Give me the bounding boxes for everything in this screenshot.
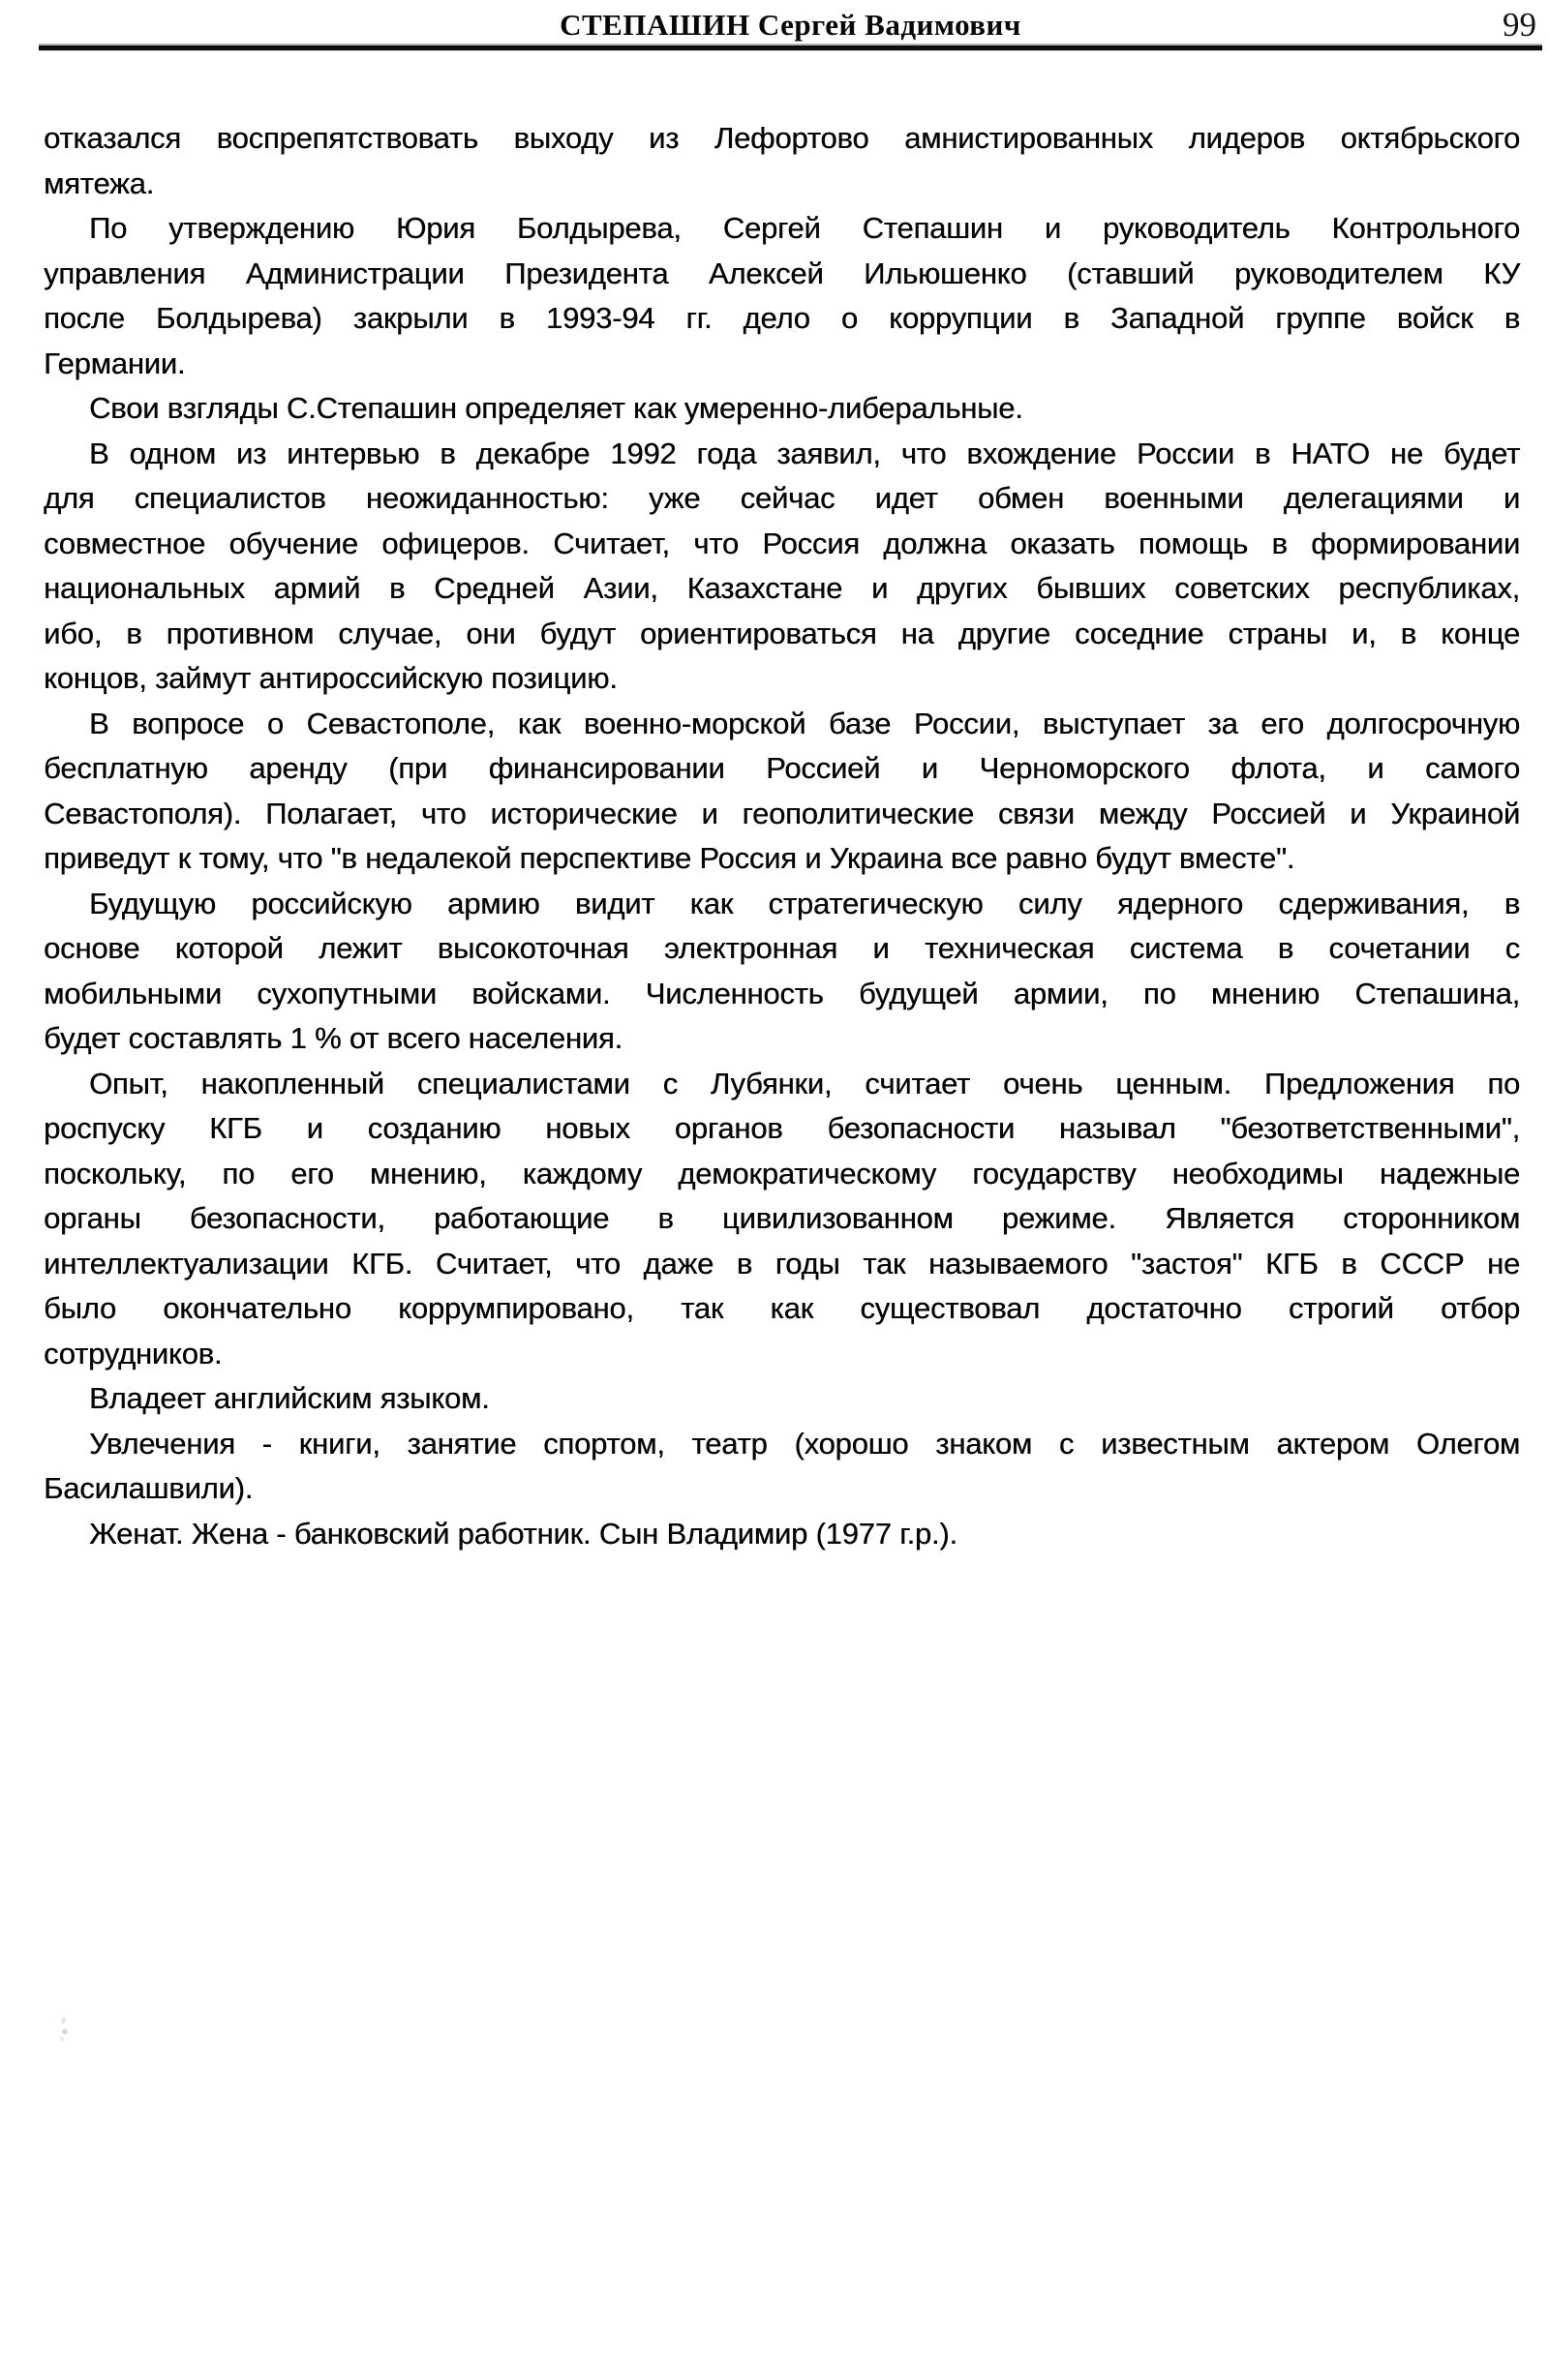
text-line: интеллектуализации КГБ. Считает, что даже в годы так называемого "застоя" КГБ в СССР не (44, 1246, 1520, 1280)
text-line: приведут к тому, что "в недалекой перспективе Россия и Украина все равно будут вместе". (44, 841, 1295, 875)
text-line: роспуску КГБ и созданию новых органов безопасности называл "безответственными", (44, 1111, 1520, 1145)
text-line: концов, займут антироссийскую позицию. (44, 661, 618, 695)
body-text (44, 116, 1520, 1556)
text-line: будет составлять 1 % от всего населения. (44, 1021, 623, 1055)
text-line: Басилашвили). (44, 1471, 254, 1505)
text-line: было окончательно коррумпировано, так как существовал достаточно строгий отбор (44, 1291, 1520, 1325)
text-line: В вопросе о Севастополе, как военно-морской базе России, выступает за его долгосрочную (89, 706, 1520, 740)
text-line: В одном из интервью в декабре 1992 года заявил, что вхождение России в НАТО не будет (89, 436, 1520, 470)
text-line: для специалистов неожиданностью: уже сейчас идет обмен военными делегациями и (44, 481, 1520, 515)
text-line: Опыт, накопленный специалистами с Лубянки, считает очень ценным. Предложения по (89, 1066, 1520, 1100)
text-line: ибо, в противном случае, они будут ориентироваться на другие соседние страны и, в конце (44, 616, 1520, 650)
text-line: совместное обучение офицеров. Считает, что Россия должна оказать помощь в формировании (44, 526, 1520, 560)
text-line: Увлечения - книги, занятие спортом, театр (хорошо знаком с известным актером Олегом (89, 1426, 1520, 1461)
text-line: национальных армий в Средней Азии, Казахстане и других бывших советских республиках, (44, 571, 1520, 605)
page-title: СТЕПАШИН Сергей Вадимович (560, 8, 1021, 42)
text-line: после Болдырева) закрыли в 1993-94 гг. дело о коррупции в Западной группе войск в (44, 301, 1520, 335)
text-line: Севастополя). Полагает, что исторические и геополитические связи между Россией и Украиной (44, 796, 1520, 830)
text-line: управления Администрации Президента Алексей Ильюшенко (ставший руководителем КУ (44, 256, 1520, 290)
page-number: 99 (1503, 6, 1536, 44)
text-line: По утверждению Юрия Болдырева, Сергей Степашин и руководитель Контрольного (89, 211, 1520, 245)
text-line: поскольку, по его мнению, каждому демократическому государству необходимы надежные (44, 1156, 1520, 1190)
text-line: Женат. Жена - банковский работник. Сын Владимир (1977 г.р.). (89, 1516, 957, 1551)
text-line: Владеет английским языком. (89, 1381, 490, 1415)
page-header (39, 8, 1542, 46)
text-line: сотрудников. (44, 1336, 223, 1371)
text-line: Свои взгляды С.Степашин определяет как умеренно-либеральные. (89, 391, 1023, 425)
scan-artifact (59, 2017, 69, 2042)
header-rule (39, 45, 1542, 50)
text-line: Будущую российскую армию видит как стратегическую силу ядерного сдерживания, в (89, 886, 1520, 920)
text-line: мятежа. (44, 166, 155, 200)
text-line: мобильными сухопутными войсками. Численность будущей армии, по мнению Степашина, (44, 976, 1520, 1010)
text-line: бесплатную аренду (при финансировании Россией и Черноморского флота, и самого (44, 751, 1520, 785)
text-line: органы безопасности, работающие в цивилизованном режиме. Является сторонником (44, 1201, 1520, 1235)
text-line: Германии. (44, 346, 186, 380)
text-line: основе которой лежит высокоточная электронная и техническая система в сочетании с (44, 931, 1520, 965)
text-line: отказался воспрепятствовать выходу из Лефортово амнистированных лидеров октябрьского (44, 121, 1520, 155)
